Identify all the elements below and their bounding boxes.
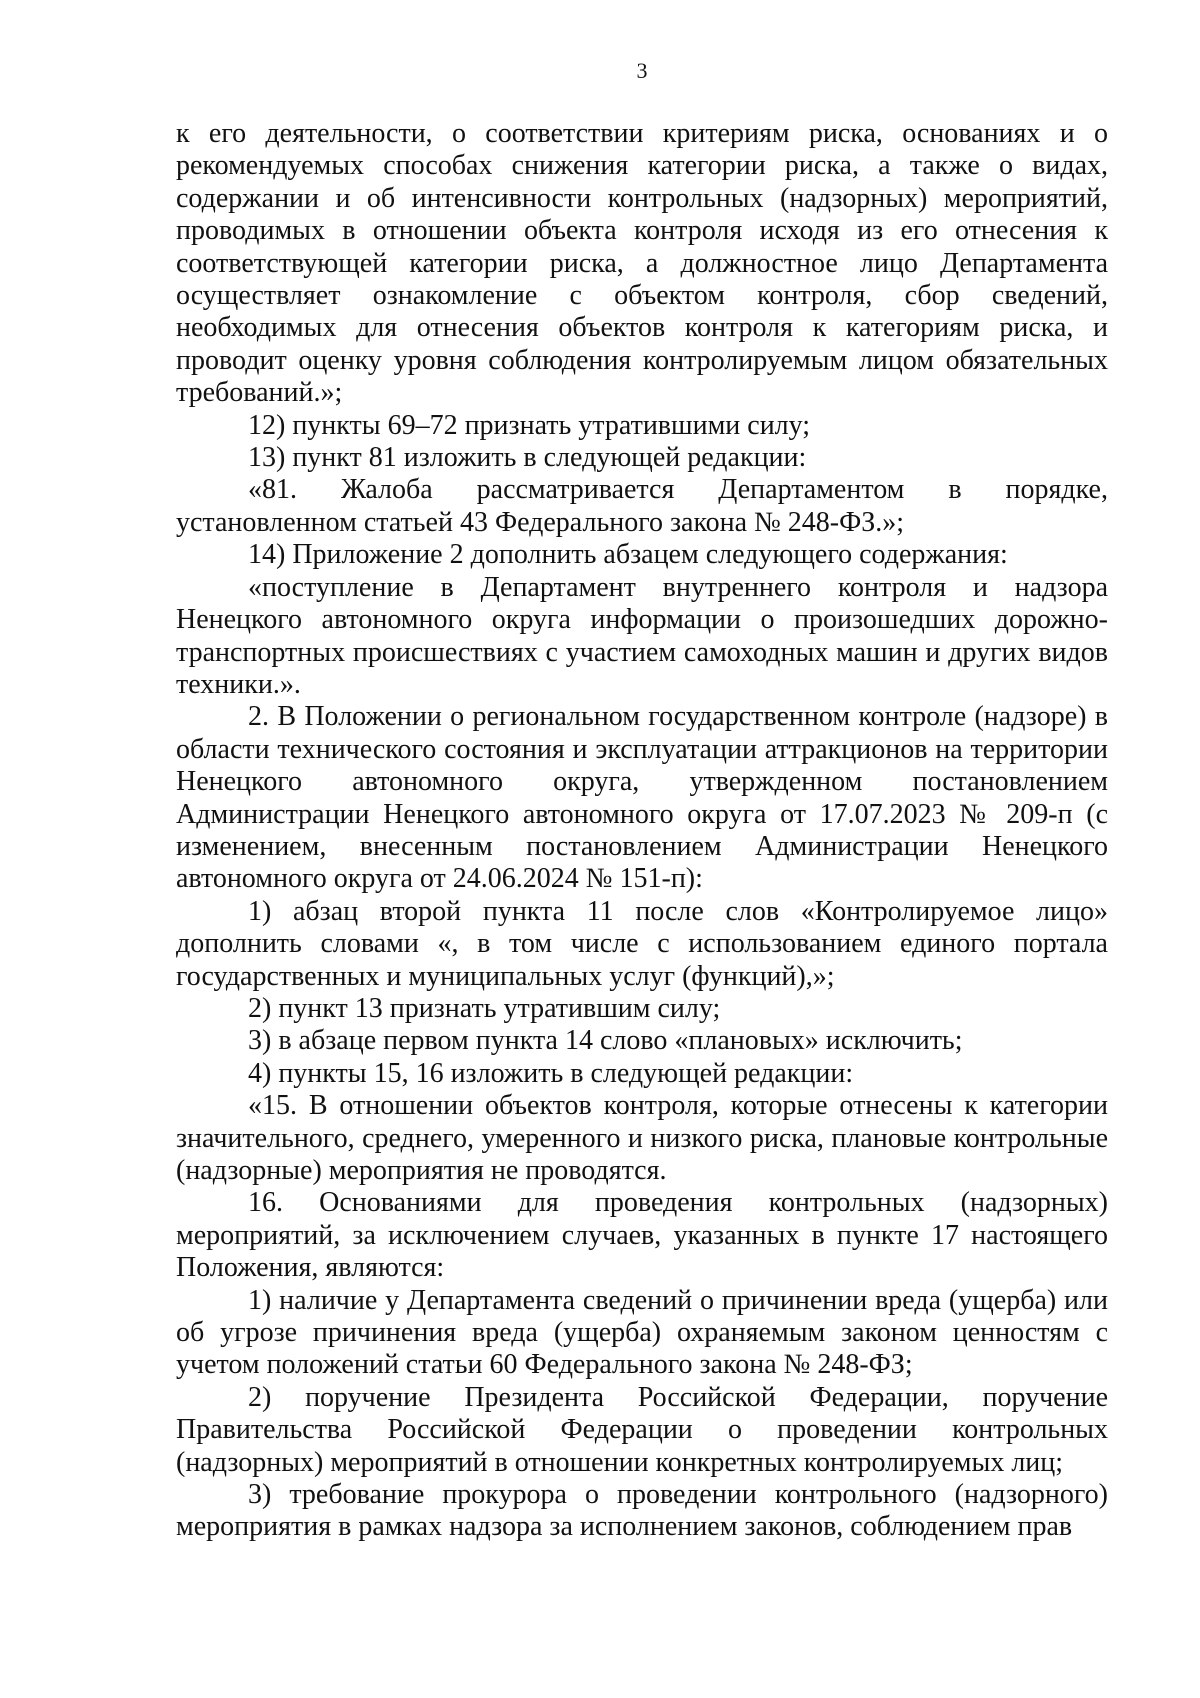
document-body — [176, 118, 1108, 1544]
page-number: 3 — [636, 58, 648, 83]
paragraph-continuation: к его деятельности, о соответствии критериям риска, основаниях и о рекомендуемых способах снижения категории риска, а также о видах, содержании и об интенсивности контрольных (надзорных) мероприятий, проводимых в отношении объекта контроля исходя из его отнесения к соответствующей категории риска, а должностное лицо Департамента осуществляет ознакомление с объектом контроля, сбор сведений, необходимых для отнесения объектов контроля к категориям риска, и проводит оценку уровня соблюдения контролируемым лицом обязательных требований.»; — [176, 118, 1108, 409]
paragraph-point-16: 16. Основаниями для проведения контрольных (надзорных) мероприятий, за исключением случаев, указанных в пункте 17 настоящего Положения, являются: — [176, 1187, 1108, 1284]
paragraph-subitem-1: 1) абзац второй пункта 11 после слов «Контролируемое лицо» дополнить словами «, в том числе с использованием единого портала государственных и муниципальных услуг (функций),»; — [176, 895, 1108, 992]
paragraph-basis-1: 1) наличие у Департамента сведений о причинении вреда (ущерба) или об угрозе причинения вреда (ущерба) охраняемым законом ценностям с учетом положений статьи 60 Федерального закона № 248-ФЗ; — [176, 1284, 1108, 1381]
paragraph-item-13: 13) пункт 81 изложить в следующей редакции: — [248, 442, 807, 474]
paragraph-item-14: 14) Приложение 2 дополнить абзацем следующего содержания: — [248, 539, 1008, 571]
paragraph-section-2: 2. В Положении о региональном государственном контроле (надзоре) в области технического состояния и эксплуатации аттракционов на территории Ненецкого автономного округа, утвержденном постановлением Администрации Ненецкого автономного округа от 17.07.2023 № 209-п (с изменением, внесенным постановлением Администрации Ненецкого автономного округа от 24.06.2024 № 151-п): — [176, 701, 1108, 895]
paragraph-item-12: 12) пункты 69–72 признать утратившими силу; — [248, 409, 811, 441]
paragraph-appendix-addition: «поступление в Департамент внутреннего контроля и надзора Ненецкого автономного округа информации о произошедших дорожно-транспортных происшествиях с участием самоходных машин и других видов техники.». — [176, 571, 1108, 700]
paragraph-point-15: «15. В отношении объектов контроля, которые отнесены к категории значительного, среднего, умеренного и низкого риска, плановые контрольные (надзорные) мероприятия не проводятся. — [176, 1090, 1108, 1186]
paragraph-subitem-2: 2) пункт 13 признать утратившим силу; — [248, 992, 721, 1024]
paragraph-subitem-4: 4) пункты 15, 16 изложить в следующей редакции: — [248, 1057, 854, 1089]
paragraph-basis-2: 2) поручение Президента Российской Федерации, поручение Правительства Российской Федерации о проведении контрольных (надзорных) мероприятий в отношении конкретных контролируемых лиц; — [176, 1381, 1108, 1478]
paragraph-quote-81: «81. Жалоба рассматривается Департаментом в порядке, установленном статьей 43 Федерального закона № 248-ФЗ.»; — [176, 474, 1108, 538]
paragraph-basis-3: 3) требование прокурора о проведении контрольного (надзорного) мероприятия в рамках надзора за исполнением законов, соблюдением прав — [176, 1479, 1108, 1543]
paragraph-subitem-3: 3) в абзаце первом пункта 14 слово «плановых» исключить; — [248, 1025, 963, 1057]
